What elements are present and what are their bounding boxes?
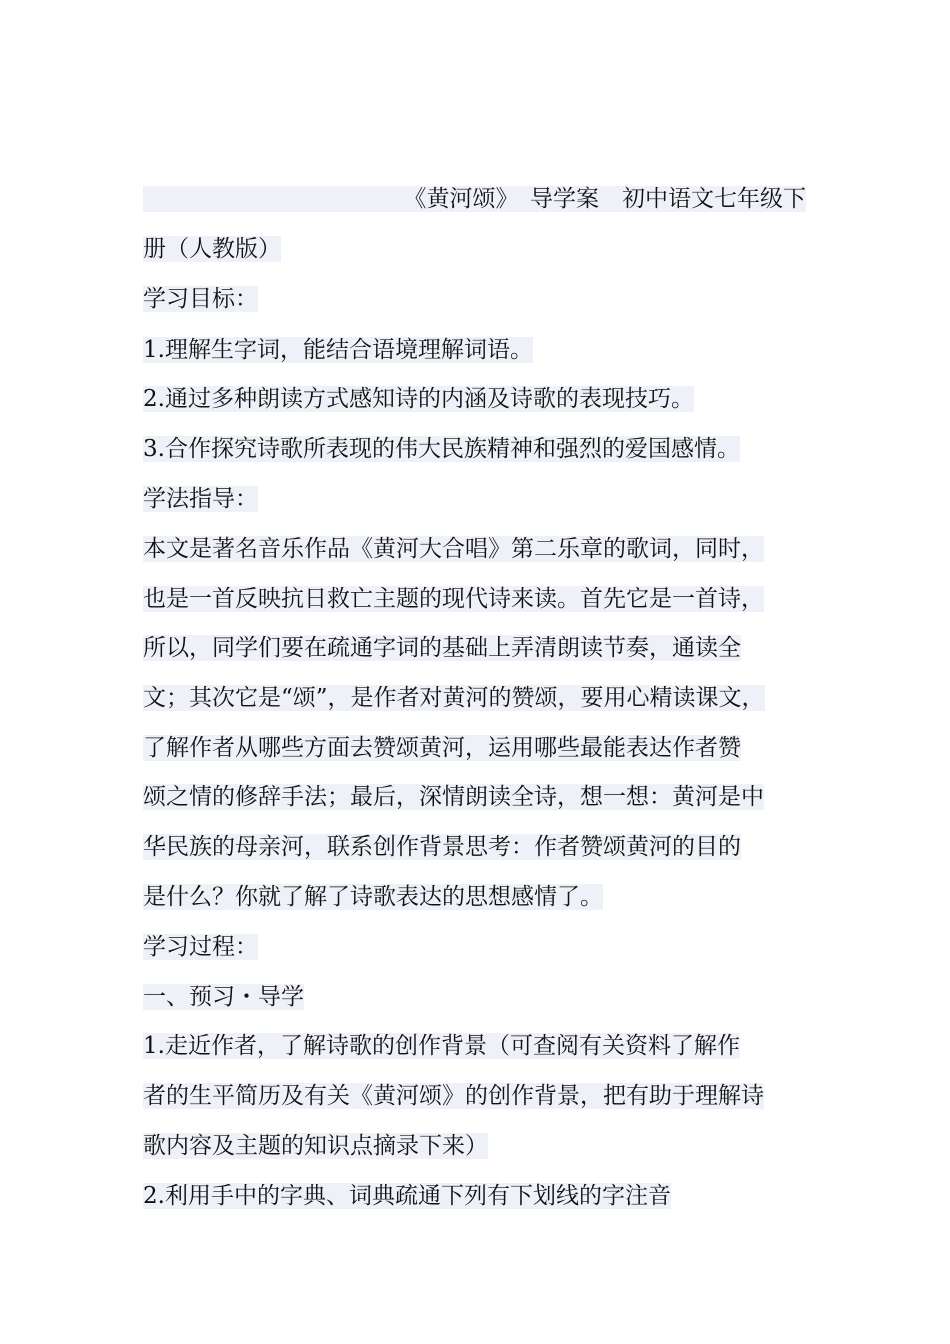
section-heading — [143, 984, 304, 1010]
process-heading-text: 学习过程： — [143, 934, 258, 960]
method-heading-text: 学法指导： — [143, 486, 258, 512]
method-paragraph-line — [143, 834, 741, 860]
paragraph-text: 了解作者从哪些方面去赞颂黄河，运用哪些最能表达作者赞 — [143, 735, 741, 761]
doc-title-line-2 — [143, 236, 281, 262]
paragraph-text: 歌内容及主题的知识点摘录下来） — [143, 1133, 488, 1159]
paragraph-text: 是什么？你就了解了诗歌表达的思想感情了。 — [143, 884, 603, 910]
doc-title-text: 《黄河颂》 导学案 初中语文七年级下 — [143, 186, 806, 212]
method-paragraph-line — [143, 784, 764, 810]
paragraph-text: 1.走近作者，了解诗歌的创作背景（可查阅有关资料了解作 — [143, 1033, 740, 1059]
process-item-line — [143, 1083, 764, 1109]
process-heading — [143, 934, 258, 960]
method-heading — [143, 486, 258, 512]
process-item-line — [143, 1133, 488, 1159]
objective-item — [143, 436, 740, 462]
method-paragraph-line — [143, 536, 764, 562]
objective-item-text: 3.合作探究诗歌所表现的伟大民族精神和强烈的爱国感情。 — [143, 436, 740, 462]
paragraph-text: 华民族的母亲河，联系创作背景思考：作者赞颂黄河的目的 — [143, 834, 741, 860]
paragraph-text: 本文是著名音乐作品《黄河大合唱》第二乐章的歌词，同时， — [143, 536, 764, 562]
method-paragraph-line — [143, 685, 765, 711]
paragraph-text: 所以，同学们要在疏通字词的基础上弄清朗读节奏，通读全 — [143, 635, 741, 661]
doc-title-line-1 — [143, 186, 806, 212]
objectives-heading-text: 学习目标： — [143, 286, 258, 312]
process-item-line — [143, 1183, 671, 1209]
paragraph-text: 文；其次它是“颂”，是作者对黄河的赞颂，要用心精读课文， — [143, 685, 765, 711]
paragraph-text: 颂之情的修辞手法；最后，深情朗读全诗，想一想：黄河是中 — [143, 784, 764, 810]
objective-item — [143, 386, 694, 412]
method-paragraph-line — [143, 884, 603, 910]
method-paragraph-line — [143, 735, 741, 761]
paragraph-text: 者的生平简历及有关《黄河颂》的创作背景，把有助于理解诗 — [143, 1083, 764, 1109]
section-heading-text: 一、预习・导学 — [143, 984, 304, 1010]
method-paragraph-line — [143, 635, 741, 661]
doc-title-text-cont: 册（人教版） — [143, 236, 281, 262]
objective-item-text: 2.通过多种朗读方式感知诗的内涵及诗歌的表现技巧。 — [143, 386, 694, 412]
method-paragraph-line — [143, 586, 764, 612]
objective-item — [143, 337, 533, 363]
objectives-heading — [143, 286, 258, 312]
paragraph-text: 2.利用手中的字典、词典疏通下列有下划线的字注音 — [143, 1183, 671, 1209]
process-item-line — [143, 1033, 740, 1059]
paragraph-text: 也是一首反映抗日救亡主题的现代诗来读。首先它是一首诗， — [143, 586, 764, 612]
objective-item-text: 1.理解生字词，能结合语境理解词语。 — [143, 337, 533, 363]
